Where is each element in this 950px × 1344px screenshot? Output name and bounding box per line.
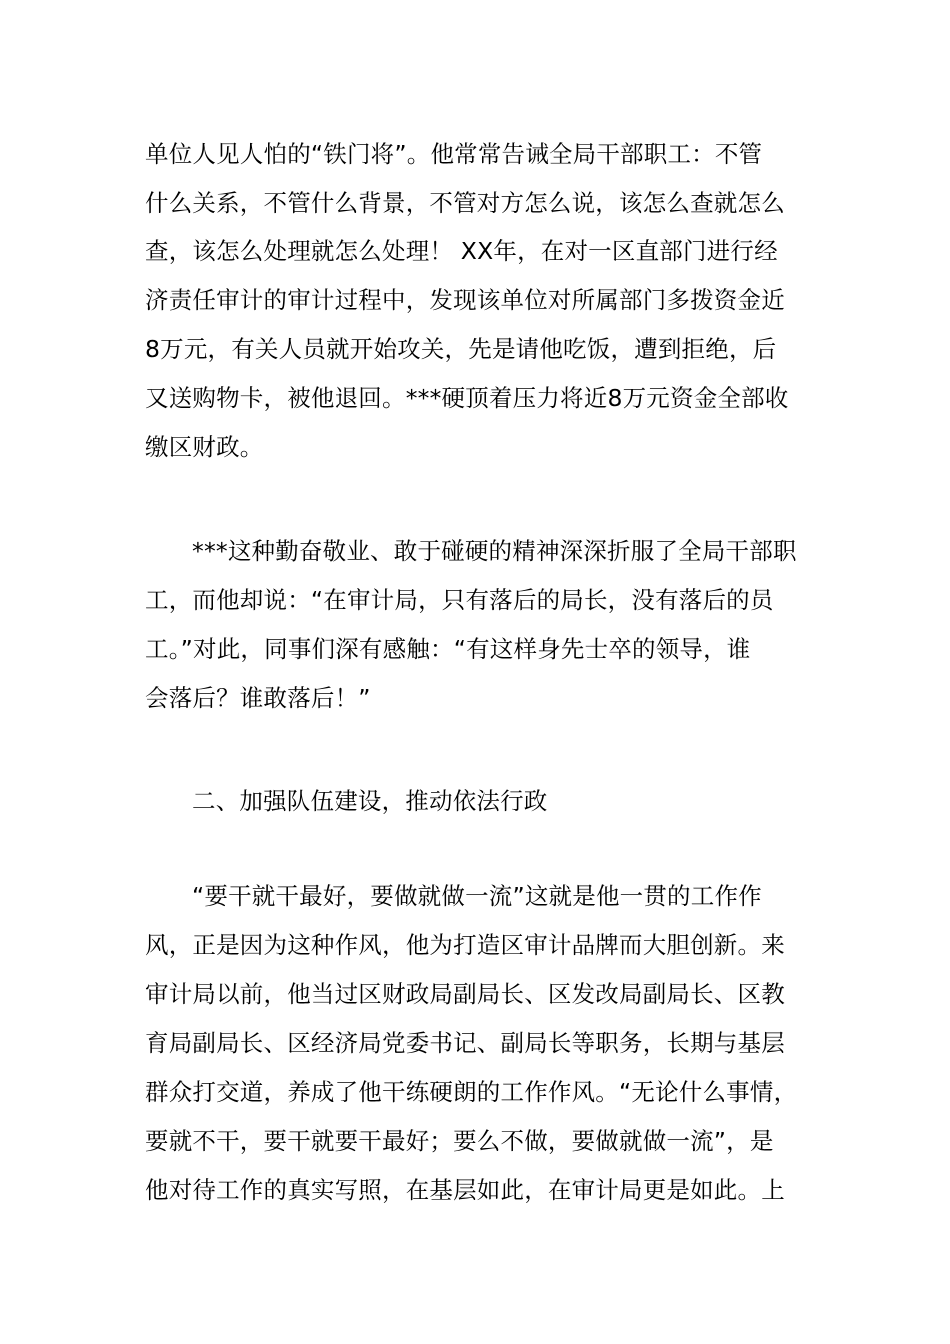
- paragraph-3-line-1: “要干就干最好，要做就做一流”这就是他一贯的工作作: [192, 882, 762, 910]
- paragraph-1-line-1: 单位人见人怕的“铁门将”。他常常告诫全局干部职工：不管: [145, 140, 763, 168]
- paragraph-1-line-2: 什么关系，不管什么背景，不管对方怎么说，该怎么查就怎么: [145, 189, 785, 217]
- paragraph-3-line-2: 风，正是因为这种作风，他为打造区审计品牌而大胆创新。来: [145, 931, 785, 959]
- paragraph-2-line-1: ***这种勤奋敬业、敢于碰硬的精神深深折服了全局干部职: [192, 537, 797, 565]
- paragraph-2-line-2: 工，而他却说：“在审计局，只有落后的局长，没有落后的员: [145, 586, 774, 614]
- paragraph-3-line-7: 他对待工作的真实写照，在基层如此，在审计局更是如此。上: [145, 1176, 785, 1204]
- paragraph-3-line-6: 要就不干，要干就要干最好；要么不做，要做就做一流”，是: [145, 1127, 774, 1155]
- paragraph-1-line-3: 查，该怎么处理就怎么处理！ XX年，在对一区直部门进行经: [145, 237, 778, 265]
- paragraph-1-line-7: 缴区财政。: [145, 433, 264, 461]
- paragraph-1-line-4: 济责任审计的审计过程中，发现该单位对所属部门多拨资金近: [145, 286, 785, 314]
- paragraph-2-line-4: 会落后？谁敢落后！”: [145, 684, 371, 712]
- section-heading: 二、加强队伍建设，推动依法行政: [192, 787, 548, 815]
- paragraph-3-line-4: 育局副局长、区经济局党委书记、副局长等职务，长期与基层: [145, 1029, 785, 1057]
- paragraph-1-line-5: 8万元，有关人员就开始攻关，先是请他吃饭，遭到拒绝，后: [145, 335, 777, 363]
- paragraph-3-line-3: 审计局以前，他当过区财政局副局长、区发改局副局长、区教: [145, 980, 785, 1008]
- paragraph-2-line-3: 工。”对此，同事们深有感触：“有这样身先士卒的领导，谁: [145, 635, 751, 663]
- paragraph-1-line-6: 又送购物卡，被他退回。***硬顶着压力将近8万元资金全部收: [145, 384, 789, 412]
- paragraph-3-line-5: 群众打交道，养成了他干练硬朗的工作作风。“无论什么事情，: [145, 1078, 798, 1106]
